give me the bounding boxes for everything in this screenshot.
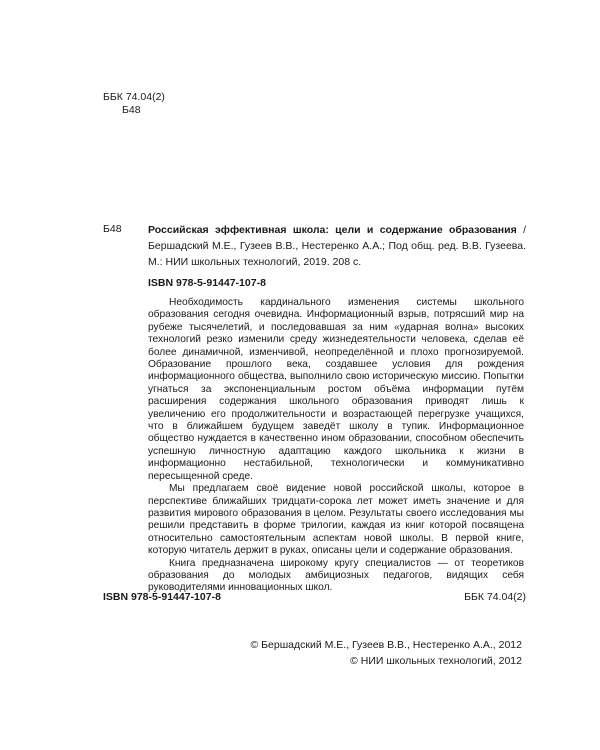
bbk-code: ББК 74.04(2) bbox=[103, 91, 165, 103]
footer-bbk: ББК 74.04(2) bbox=[464, 591, 526, 603]
footer-isbn: ISBN 978-5-91447-107-8 bbox=[103, 591, 221, 603]
bibliographic-entry bbox=[148, 222, 526, 270]
annotation-paragraph: Мы предлагаем своё видение новой российской школы, которое в перспективе ближайших тридцати-сорока лет может иметь значение и для развития мирового образования в целом. Результаты своего исследования мы решили представить в форме трилогии, каждая из книг которой посвящена относительно самостоятельным аспектам новой школы. В первой книге, которую читатель держит в руках, описаны цели и содержание образования. bbox=[148, 483, 524, 557]
annotation-paragraph: Книга предназначена широкому кругу специалистов — от теоретиков образования до молодых амбициозных педагогов, видящих себя руководителями инновационных школ. bbox=[148, 557, 524, 594]
cutter-mark: Б48 bbox=[122, 104, 141, 116]
isbn-main: ISBN 978-5-91447-107-8 bbox=[148, 277, 266, 289]
bbk-classification-block bbox=[103, 91, 165, 117]
copyright-block bbox=[251, 637, 523, 669]
book-responsibility: / Бершадский М.Е., Гузеев В.В., Нестеренко А.А.; Под общ. ред. В.В. Гузеева. М.: НИИ школьных технологий, 2019. 208 с. bbox=[148, 224, 526, 268]
annotation-paragraph: Необходимость кардинального изменения системы школьного образования сегодня очевидна. Информационный взрыв, потрясший мир на рубеже тысячелетий, и последовавшая за ним «ударная волна» высоких технологий резко изменили среду жизнедеятельности человека, сделав её более динамичной, изменчивой, неопределённой и плохо прогнозируемой. Образование прошлого века, создавшее условия для рождения информационного общества, выполнило свою историческую миссию. Попытки угнаться за экспоненциальным ростом объёма информации путём расширения содержания школьного образования приводят лишь к увеличению его продолжительности и возрастающей перегрузке учащихся, что в ближайшем будущем заведёт школу в тупик. Информационное общество нуждается в качественно ином образовании, способном обеспечить успешную личностную адаптацию каждого школьника к жизни в информационно нестабильной, технологически и коммуникативно пересыщенной среде. bbox=[148, 297, 524, 482]
annotation bbox=[148, 297, 524, 595]
book-title: Российская эффективная школа: цели и содержание образования bbox=[148, 224, 517, 236]
copyright-publisher: © НИИ школьных технологий, 2012 bbox=[350, 655, 522, 667]
entry-cutter-mark: Б48 bbox=[103, 223, 122, 235]
copyright-authors: © Бершадский М.Е., Гузеев В.В., Нестеренко А.А., 2012 bbox=[250, 639, 522, 651]
